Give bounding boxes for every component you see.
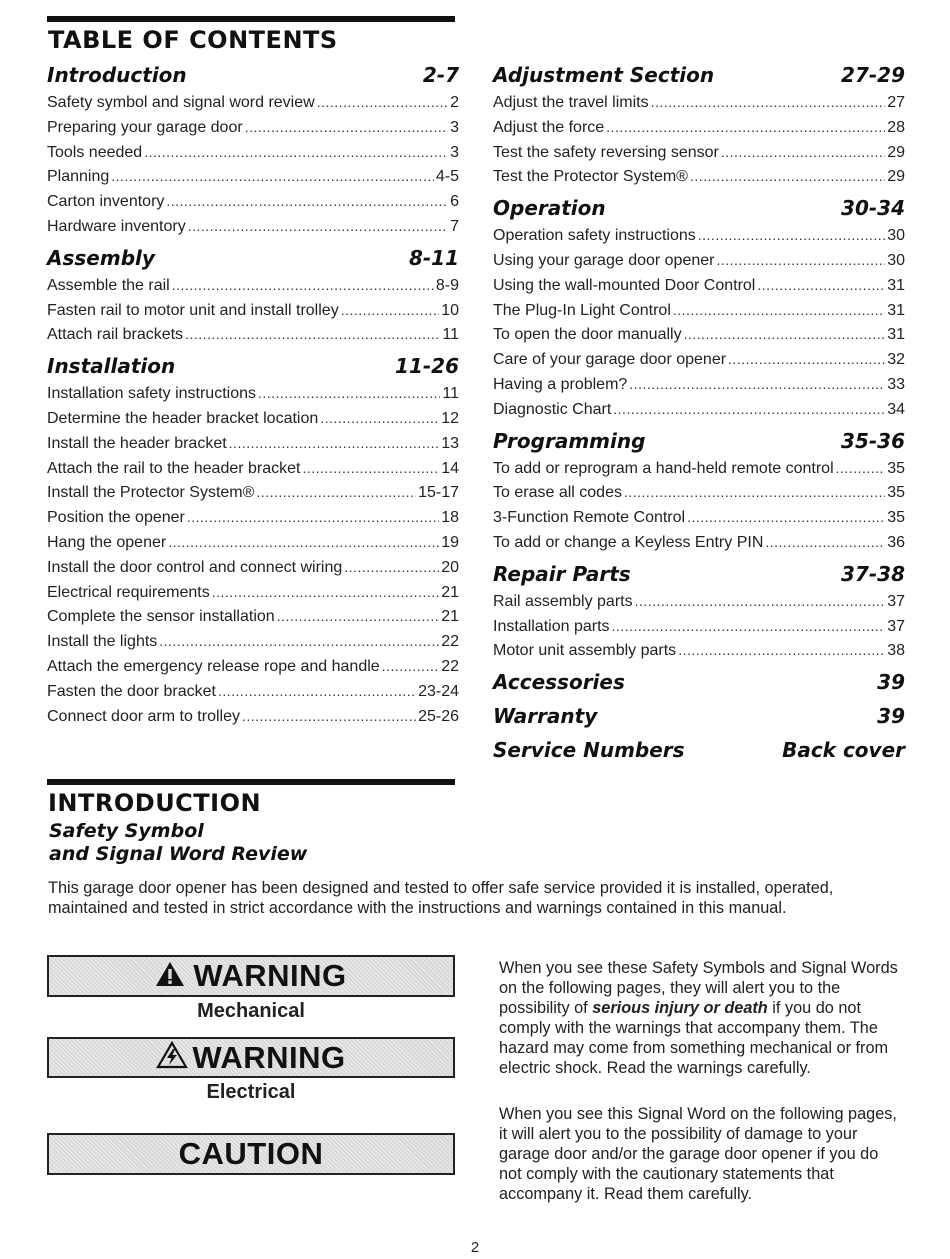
- toc-entry-text: Tools needed: [47, 143, 143, 161]
- toc-dot-leader: [690, 164, 885, 190]
- toc-entry-text: Hang the opener: [47, 533, 167, 551]
- toc-entry: [47, 214, 459, 239]
- toc-entry: [493, 638, 905, 663]
- toc-entry: [47, 431, 459, 456]
- toc-section-pages: 2-7: [422, 63, 459, 87]
- toc-entry-page: 33: [887, 375, 905, 393]
- toc-entry: [493, 223, 905, 248]
- toc-section-heading: [493, 701, 905, 731]
- toc-entry-text: The Plug-In Light Control: [493, 301, 671, 319]
- intro-subheading-line2: and Signal Word Review: [49, 843, 308, 865]
- serious-injury-emphasis: serious injury or death: [592, 999, 768, 1017]
- toc-entry-page: 35: [887, 509, 905, 527]
- toc-entry-text: Adjust the travel limits: [493, 94, 649, 111]
- toc-dot-leader: [635, 589, 886, 615]
- toc-dot-leader: [258, 381, 440, 407]
- toc-entry-text: Attach rail brackets: [47, 326, 184, 344]
- toc-entry: [47, 115, 459, 140]
- toc-section-heading: [47, 243, 459, 273]
- toc-entry: [47, 273, 459, 298]
- toc-entry-page: 3: [450, 143, 459, 161]
- toc-dot-leader: [673, 298, 885, 324]
- toc-section-pages: 30-34: [841, 196, 905, 221]
- toc-entry-text: 3-Function Remote Control: [493, 509, 686, 527]
- toc-dot-leader: [144, 140, 448, 166]
- toc-dot-leader: [613, 397, 885, 423]
- toc-entry-text: Install the header bracket: [47, 434, 227, 452]
- toc-entry-page: 21: [441, 608, 459, 626]
- signal-explanation-1-a: When you see these Safety Symbols and Signal Words on the following pages, they will alert you to the possibility of: [499, 959, 898, 1017]
- toc-entry-page: 14: [441, 459, 459, 477]
- signal-explanation-1: [499, 958, 899, 1078]
- toc-entry: [493, 347, 905, 372]
- toc-section-pages: 39: [877, 670, 905, 695]
- toc-section-heading: [493, 193, 905, 223]
- toc-entry-text: Install the door control and connect wiring: [47, 558, 343, 576]
- electrical-caption: Electrical: [206, 1081, 296, 1103]
- toc-entry-text: Installation parts: [493, 617, 610, 635]
- toc-entry-text: Connect door arm to trolley: [47, 707, 240, 725]
- toc-section-title: Warranty: [493, 704, 598, 729]
- toc-section-title: Accessories: [493, 670, 625, 695]
- toc-entry-page: 37: [887, 592, 905, 610]
- mechanical-caption: Mechanical: [197, 1000, 305, 1022]
- toc-entry: [47, 140, 459, 165]
- toc-entry-text: Adjust the force: [493, 118, 605, 136]
- toc-section-heading: [47, 60, 459, 90]
- toc-entry-text: Attach the emergency release rope and handle: [47, 657, 380, 675]
- intro-subheading-line1: Safety Symbol: [49, 820, 204, 842]
- toc-section-title: Service Numbers: [493, 738, 685, 763]
- toc-entry: [493, 456, 905, 481]
- toc-dot-leader: [166, 189, 448, 215]
- toc-entry-page: 6: [450, 193, 459, 211]
- toc-section-title: Introduction: [47, 63, 187, 87]
- toc-section-title: Programming: [493, 428, 646, 453]
- toc-dot-leader: [836, 456, 886, 482]
- toc-entry-text: Rail assembly parts: [493, 592, 633, 610]
- toc-entry-page: 27: [887, 94, 905, 111]
- toc-entry-text: Install the Protector System®: [47, 484, 255, 502]
- toc-entry-text: Having a problem?: [493, 375, 628, 393]
- intro-paragraph: This garage door opener has been designed and tested to offer safe service provided it is installed, operated, maintained and tested in strict accordance with the instructions and warnings contained in this manual.: [48, 879, 834, 917]
- toc-entry: [493, 273, 905, 298]
- toc-dot-leader: [606, 115, 885, 141]
- toc-dot-leader: [185, 322, 440, 348]
- toc-dot-leader: [651, 90, 886, 116]
- toc-dot-leader: [111, 164, 434, 190]
- toc-section-pages: 35-36: [841, 428, 905, 453]
- toc-entry: [47, 530, 459, 555]
- toc-section-heading: [493, 667, 905, 697]
- toc-entry: [47, 679, 459, 704]
- toc-entry-page: 4-5: [435, 168, 459, 186]
- toc-entry: [47, 322, 459, 347]
- toc-entry-text: Hardware inventory: [47, 217, 186, 235]
- toc-entry: [493, 115, 905, 140]
- toc-entry-page: 20: [441, 558, 459, 576]
- toc-entry-page: 10: [441, 301, 459, 319]
- toc-entry-page: 22: [441, 657, 459, 675]
- toc-heading: TABLE OF CONTENTS: [48, 26, 338, 54]
- toc-dot-leader: [624, 480, 885, 506]
- toc-entry-page: 19: [441, 533, 459, 551]
- toc-entry-page: 7: [450, 217, 459, 235]
- toc-entry-page: 22: [441, 633, 459, 651]
- toc-dot-leader: [716, 248, 885, 274]
- toc-dot-leader: [728, 347, 885, 373]
- caution-banner: [47, 1133, 455, 1175]
- toc-entry: [493, 248, 905, 273]
- toc-entry: [47, 298, 459, 323]
- toc-entry-text: To open the door manually: [493, 326, 682, 344]
- toc-dot-leader: [687, 505, 885, 531]
- toc-section-heading: [47, 351, 459, 381]
- toc-entry-page: 35: [887, 484, 905, 502]
- toc-entry: [47, 505, 459, 530]
- toc-entry: [493, 164, 905, 189]
- toc-entry-page: 3: [450, 118, 459, 136]
- toc-left-column: [47, 60, 459, 728]
- toc-entry-page: 15-17: [418, 484, 459, 502]
- toc-entry: [47, 90, 459, 115]
- toc-section-title: Assembly: [47, 245, 155, 270]
- toc-entry-text: Care of your garage door opener: [493, 351, 727, 369]
- toc-entry: [47, 456, 459, 481]
- warning-label-mechanical: WARNING: [193, 958, 347, 993]
- toc-entry-text: Install the lights: [47, 633, 158, 651]
- toc-entry-text: Fasten the door bracket: [47, 682, 216, 700]
- toc-dot-leader: [317, 90, 448, 116]
- toc-entry-page: 11: [442, 326, 459, 344]
- toc-entry: [493, 397, 905, 422]
- toc-entry-page: 25-26: [418, 707, 459, 725]
- toc-right-column: [493, 60, 905, 765]
- toc-entry-page: 38: [887, 642, 905, 660]
- toc-dot-leader: [188, 214, 448, 240]
- toc-entry-page: 37: [887, 617, 905, 635]
- toc-dot-leader: [344, 555, 439, 581]
- intro-subheading: [49, 820, 307, 866]
- toc-entry: [493, 298, 905, 323]
- toc-entry-text: Determine the header bracket location: [47, 409, 319, 427]
- toc-entry-text: Test the safety reversing sensor: [493, 143, 719, 161]
- warning-electrical-banner: [47, 1037, 455, 1078]
- toc-entry-page: 28: [887, 118, 905, 136]
- toc-entry: [493, 372, 905, 397]
- toc-entry: [47, 604, 459, 629]
- toc-section-title: Repair Parts: [493, 561, 631, 586]
- toc-dot-leader: [698, 223, 885, 249]
- toc-entry-text: Assemble the rail: [47, 276, 170, 294]
- warning-label-electrical: WARNING: [192, 1039, 346, 1075]
- toc-dot-leader: [187, 505, 439, 531]
- toc-entry-text: Motor unit assembly parts: [493, 642, 677, 660]
- toc-dot-leader: [256, 480, 416, 506]
- toc-entry-text: Using your garage door opener: [493, 251, 715, 269]
- toc-section-pages: 8-11: [408, 245, 459, 270]
- toc-entry-page: 11: [442, 385, 459, 403]
- toc-entry-page: 36: [887, 533, 905, 551]
- toc-entry-page: 31: [887, 326, 905, 344]
- toc-entry-page: 12: [441, 409, 459, 427]
- toc-dot-leader: [757, 273, 885, 299]
- toc-entry: [493, 90, 905, 115]
- toc-dot-leader: [684, 322, 886, 348]
- toc-dot-leader: [341, 298, 440, 324]
- toc-entry: [493, 614, 905, 639]
- toc-entry-page: 31: [887, 301, 905, 319]
- toc-dot-leader: [302, 456, 439, 482]
- intro-top-rule: [47, 779, 455, 785]
- toc-entry-page: 29: [887, 143, 905, 161]
- toc-entry: [493, 530, 905, 555]
- toc-entry: [47, 555, 459, 580]
- toc-section-heading: [493, 559, 905, 589]
- toc-entry-text: Complete the sensor installation: [47, 608, 275, 626]
- toc-section-pages: 11-26: [395, 354, 459, 379]
- toc-entry: [47, 480, 459, 505]
- toc-entry: [493, 140, 905, 165]
- toc-entry-text: Attach the rail to the header bracket: [47, 459, 301, 477]
- toc-entry-text: Carton inventory: [47, 193, 165, 211]
- intro-heading: INTRODUCTION: [48, 789, 262, 817]
- toc-entry: [493, 322, 905, 347]
- signal-explanation-2: When you see this Signal Word on the following pages, it will alert you to the possibility of damage to your garage door and/or the garage door opener if you do not comply with the cautionary statements that accompany it. Read them carefully.: [499, 1105, 897, 1203]
- toc-entry: [493, 589, 905, 614]
- toc-entry-text: Fasten rail to motor unit and install trolley: [47, 301, 339, 319]
- toc-entry-text: Using the wall-mounted Door Control: [493, 276, 756, 294]
- toc-entry-page: 34: [887, 400, 905, 418]
- toc-section-pages: Back cover: [782, 738, 905, 763]
- toc-entry: [47, 629, 459, 654]
- toc-entry-page: 2: [450, 94, 459, 111]
- toc-dot-leader: [212, 580, 439, 606]
- toc-dot-leader: [159, 629, 439, 655]
- toc-section-heading: [493, 60, 905, 90]
- toc-entry-page: 13: [441, 434, 459, 452]
- toc-top-rule: [47, 16, 455, 22]
- toc-dot-leader: [245, 115, 448, 141]
- toc-dot-leader: [721, 140, 885, 166]
- toc-section-heading: [493, 426, 905, 456]
- signal-explanation-1-b: if you do not comply with the warnings that accompany them. The hazard may come from something mechanical or from electric shock. Read the warnings carefully.: [499, 999, 889, 1077]
- toc-entry-page: 8-9: [435, 276, 459, 294]
- toc-dot-leader: [765, 530, 885, 556]
- toc-entry: [47, 381, 459, 406]
- toc-section-pages: 39: [877, 704, 905, 729]
- toc-dot-leader: [168, 530, 439, 556]
- toc-entry: [47, 164, 459, 189]
- toc-entry-text: Position the opener: [47, 509, 185, 527]
- warning-mechanical-banner: [47, 955, 455, 997]
- exclamation-triangle-icon: [155, 961, 185, 992]
- toc-entry-text: Preparing your garage door: [47, 118, 243, 136]
- toc-entry-page: 30: [887, 251, 905, 269]
- toc-section-heading: [493, 735, 905, 765]
- toc-entry-text: To add or change a Keyless Entry PIN: [493, 533, 764, 551]
- toc-entry-text: Installation safety instructions: [47, 385, 256, 403]
- toc-entry-text: Planning: [47, 168, 110, 186]
- toc-entry-page: 18: [441, 509, 459, 527]
- toc-entry-page: 23-24: [418, 682, 459, 700]
- toc-entry: [47, 654, 459, 679]
- page-number: 2: [470, 1239, 480, 1256]
- caution-label: CAUTION: [178, 1136, 324, 1171]
- toc-dot-leader: [320, 406, 439, 432]
- toc-entry-page: 31: [887, 276, 905, 294]
- toc-entry: [493, 480, 905, 505]
- lightning-triangle-icon: [156, 1041, 188, 1074]
- toc-dot-leader: [382, 654, 440, 680]
- toc-dot-leader: [612, 614, 886, 640]
- toc-entry-text: To add or reprogram a hand-held remote control: [493, 459, 834, 477]
- toc-dot-leader: [678, 638, 885, 664]
- toc-entry-text: Test the Protector System®: [493, 168, 688, 186]
- toc-entry: [47, 406, 459, 431]
- toc-entry-text: Safety symbol and signal word review: [47, 94, 315, 111]
- toc-entry: [493, 505, 905, 530]
- toc-entry-page: 35: [887, 459, 905, 477]
- toc-entry-text: Electrical requirements: [47, 583, 210, 601]
- toc-dot-leader: [242, 704, 416, 730]
- toc-entry: [47, 704, 459, 729]
- toc-entry-text: To erase all codes: [493, 484, 622, 502]
- toc-section-pages: 37-38: [841, 561, 905, 586]
- toc-dot-leader: [218, 679, 416, 705]
- toc-entry-page: 30: [887, 227, 905, 245]
- toc-entry: [47, 189, 459, 214]
- toc-section-pages: 27-29: [841, 63, 905, 87]
- toc-dot-leader: [277, 604, 440, 630]
- toc-dot-leader: [229, 431, 440, 457]
- toc-entry-text: Operation safety instructions: [493, 227, 696, 245]
- toc-dot-leader: [172, 273, 434, 299]
- toc-entry-page: 29: [887, 168, 905, 186]
- toc-section-title: Installation: [47, 354, 176, 379]
- toc-entry-page: 21: [441, 583, 459, 601]
- toc-entry-text: Diagnostic Chart: [493, 400, 612, 418]
- toc-entry-page: 32: [887, 351, 905, 369]
- toc-section-title: Operation: [493, 196, 606, 221]
- toc-dot-leader: [629, 372, 885, 398]
- toc-section-title: Adjustment Section: [493, 63, 715, 87]
- toc-entry: [47, 580, 459, 605]
